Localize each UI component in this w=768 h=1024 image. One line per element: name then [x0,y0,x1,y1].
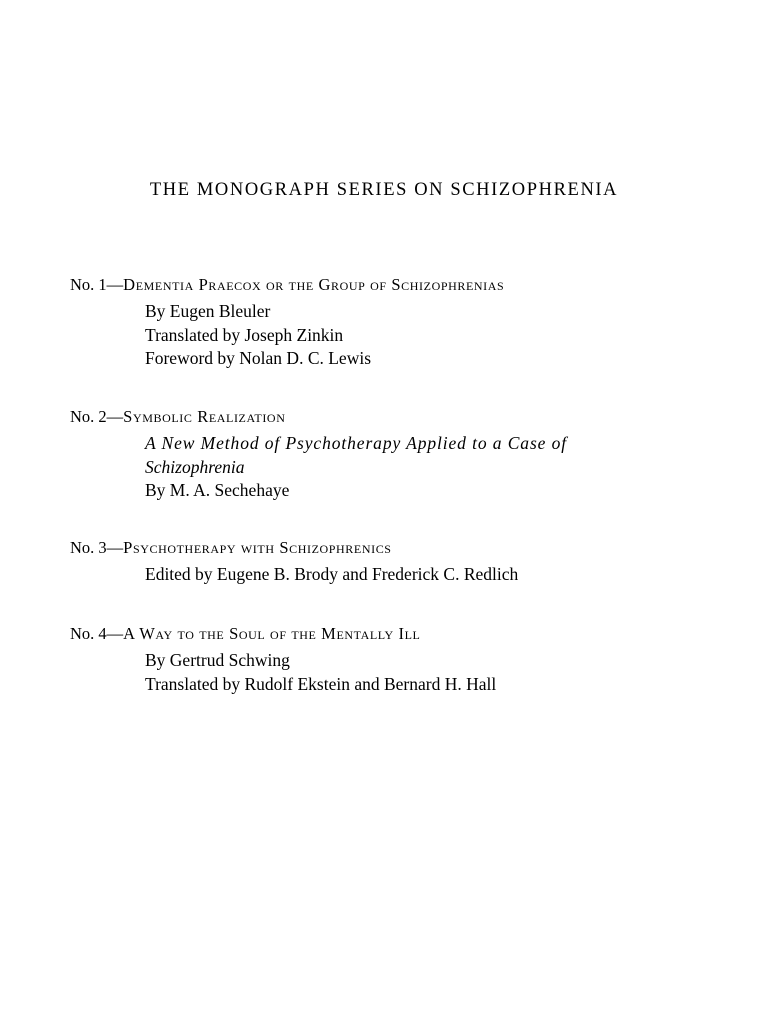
entry-heading [70,274,710,296]
entry-author: By Gertrud Schwing [145,650,290,670]
series-entry-4 [70,623,710,696]
entry-heading [70,623,710,645]
entry-number: No. 4— [70,624,124,643]
entry-author: By M. A. Sechehaye [145,480,290,500]
series-entry-3 [70,537,710,587]
entry-credits [145,432,710,503]
entry-subtitle-line-2: Schizophrenia [145,456,245,477]
entry-credits [145,563,710,587]
entry-heading [70,537,710,559]
entry-credits [145,300,710,371]
entry-number: No. 3— [70,538,124,557]
entry-translator: Translated by Joseph Zinkin [145,324,344,345]
entry-title: A Way to the Soul of the Mentally Ill [123,624,421,643]
entry-author: By Eugen Bleuler [145,301,271,321]
series-entry-2 [70,406,710,503]
entry-subtitle-line-1: A New Method of Psychotherapy Applied to a Case of [145,433,568,453]
entry-title: Dementia Praecox or the Group of Schizophrenias [123,275,505,294]
series-entry-1 [70,274,710,371]
series-title: THE MONOGRAPH SERIES ON SCHIZOPHRENIA [149,180,619,200]
entry-number: No. 2— [70,407,124,426]
entry-credits [145,649,710,696]
entry-title: Psychotherapy with Schizophrenics [123,538,392,557]
entry-title: Symbolic Realization [123,407,286,426]
entry-number: No. 1— [70,275,124,294]
entry-translators: Translated by Rudolf Ekstein and Bernard H. Hall [145,673,497,694]
entry-foreword: Foreword by Nolan D. C. Lewis [145,348,372,368]
entry-heading [70,406,710,428]
entry-editors: Edited by Eugene B. Brody and Frederick C. Redlich [145,564,519,584]
